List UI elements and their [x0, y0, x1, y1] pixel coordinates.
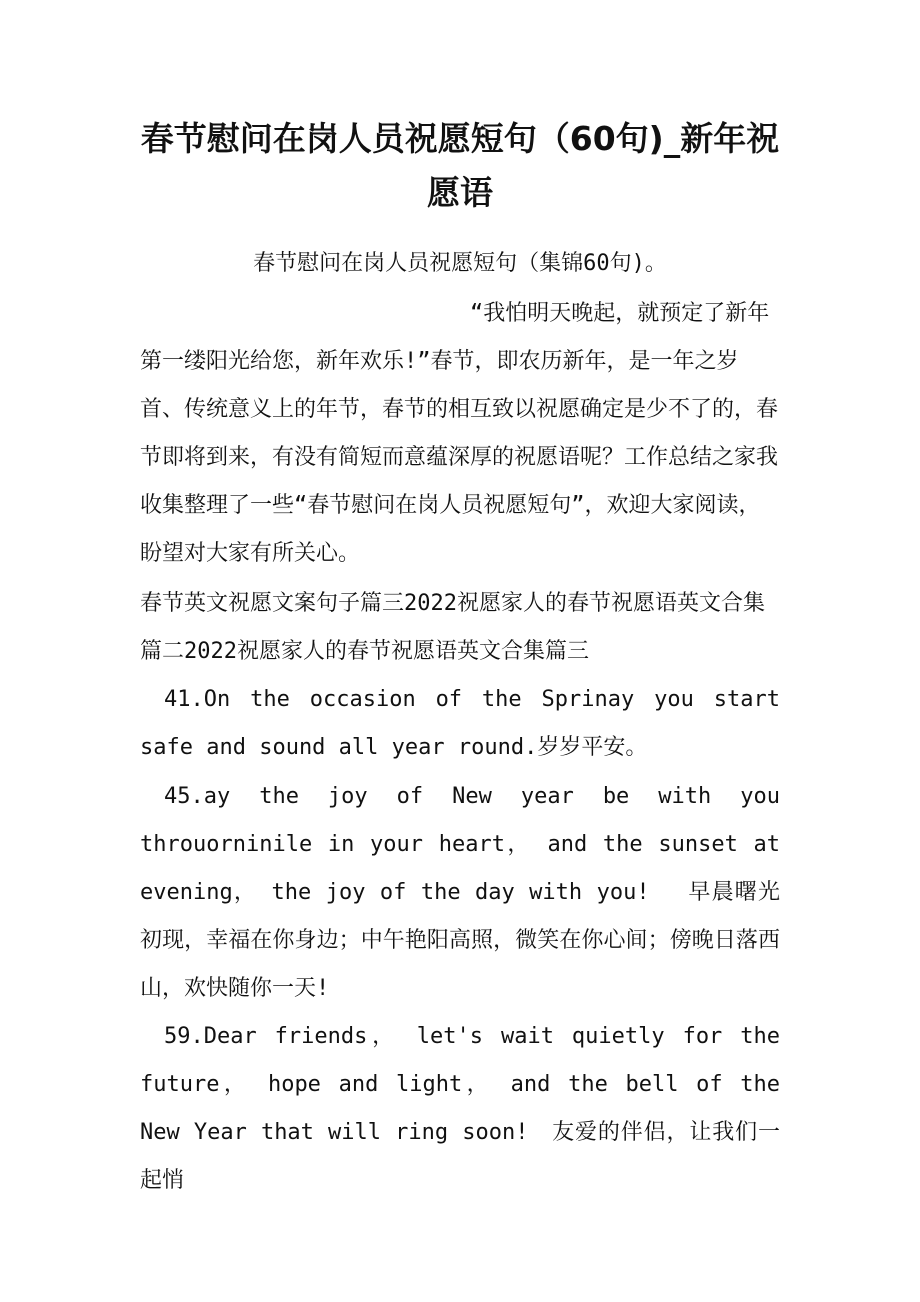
greeting-item-45: 45.ay the joy of New year be with you throuorninile in your heart， and the sunset at evening， the joy of the day with you! 早晨曙光初现，幸福在你身边；中午艳阳高照，微笑在你心间；傍晚日落西山，欢快随你一天!	[140, 784, 780, 1001]
document-title: 春节慰问在岗人员祝愿短句（60句)_新年祝愿语	[140, 119, 780, 212]
greeting-item-59: 59.Dear friends， let's wait quietly for the future， hope and light， and the bell of the New Year that will ring soon! 友爱的伴侣，让我们一起悄	[140, 1024, 780, 1193]
greeting-item-41: 41.On the occasion of the Sprinay you start safe and sound all year round.岁岁平安。	[140, 687, 780, 760]
related-articles-line: 春节英文祝愿文案句子篇三2022祝愿家人的春节祝愿语英文合集篇二2022祝愿家人的春节祝愿语英文合集篇三	[140, 591, 765, 664]
document-subtitle: 春节慰问在岗人员祝愿短句（集锦60句)。	[253, 251, 667, 276]
intro-paragraph: “我怕明天晚起，就预定了新年第一缕阳光给您，新年欢乐!”春节，即农历新年，是一年之岁首、传统意义上的年节，春节的相互致以祝愿确定是少不了的，春节即将到来，有没有简短而意蕴深厚的祝愿语呢？工作总结之家我收集整理了一些“春节慰问在岗人员祝愿短句”，欢迎大家阅读，盼望对大家有所关心。	[140, 301, 779, 566]
